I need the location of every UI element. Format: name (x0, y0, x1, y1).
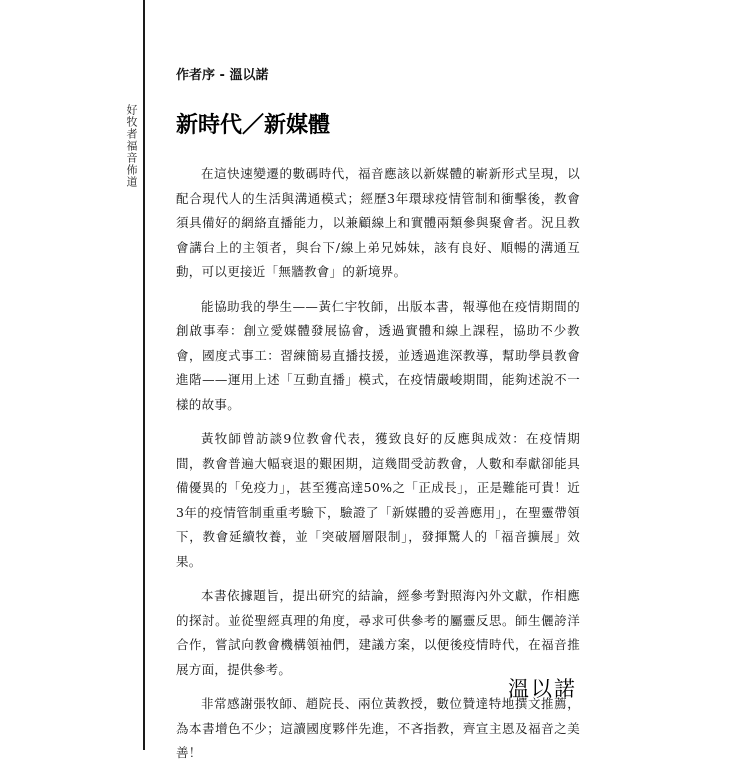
paragraph: 本書依據題旨，提出研究的結論，經參考對照海內外文獻，作相應的探討。並從聖經真理的角度，尋求可供參考的屬靈反思。師生儷誇洋合作，嘗試向教會機構領袖們，建議方案，以便後疫情時代，在福音推展方面，提供參考。 (176, 588, 580, 677)
paragraph: 能協助我的學生——黃仁宇牧師，出版本書，報導他在疫情期間的創啟事奉：創立愛媒體發展協會，透過實體和線上課程，協助不少教會，國度式事工：習練簡易直播技援，並透過進深教導，幫助學員教會進階——運用上述「互動直播」模式，在疫情嚴峻期間，能夠述說不一樣的故事。 (176, 298, 580, 412)
side-running-title: 好牧者福音佈道 (125, 104, 138, 188)
paragraph: 在這快速變遷的數碼時代，福音應該以新媒體的嶄新形式呈現，以配合現代人的生活與溝通模式；經歷3年環球疫情管制和衝擊後，教會須具備好的網絡直播能力，以兼顧線上和實體兩類參與聚會者。況且教會講台上的主領者，與台下/線上弟兄姊妹，該有良好、順暢的溝通互動，可以更接近「無牆教會」的新境界。 (176, 166, 580, 279)
paragraph: 非常感謝張牧師、趙院長、兩位黃教授，數位贊達特地撰文推薦，為本書增色不少；這讀國度夥伴先進，不吝指教，齊宣主恩及福音之美善！ (176, 696, 580, 760)
chapter-title: 新時代／新媒體 (176, 113, 331, 138)
margin-rule (143, 0, 145, 750)
author-signature: 溫以諾 (508, 677, 577, 701)
running-header: 作者序 - 溫以諾 (176, 68, 269, 83)
paragraph: 黃牧師曾訪談9位教會代表，獲致良好的反應與成效：在疫情期間，教會普遍大幅衰退的艱困期，這幾間受訪教會，人數和奉獻卻能具備優異的「免疫力」，甚至獲高達50%之「正成長」，正是難能可貴！近3年的疫情管制重重考驗下，驗證了「新媒體的妥善應用」，在聖靈帶領下，教會延續牧養，並「突破層層限制」，發揮驚人的「福音擴展」效果。 (176, 431, 580, 569)
